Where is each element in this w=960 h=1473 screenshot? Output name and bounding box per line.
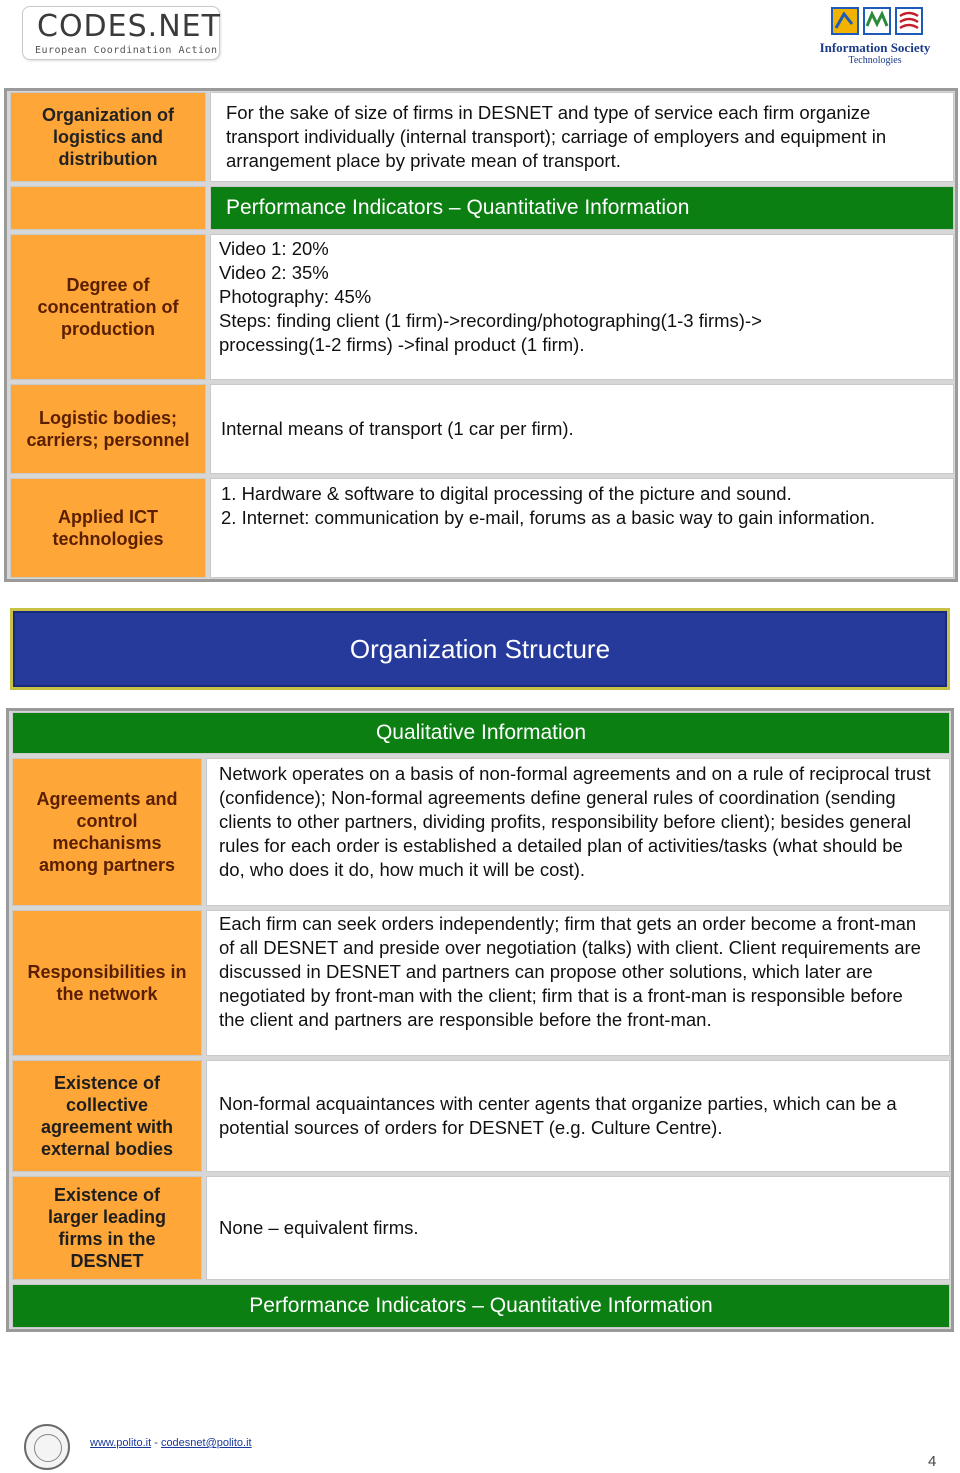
codesnet-logo	[22, 6, 220, 60]
footer-separator: -	[154, 1437, 158, 1449]
ist-logo-line1: Information Society	[819, 40, 931, 55]
row-content-logistics-distribution: For the sake of size of firms in DESNET and type of service each firm organize transport individually (internal transport); carriage of employers and equipment in arrangement place by private mean of transport.	[210, 92, 954, 182]
content-line: Steps: finding client (1 firm)->recording/photographing(1-3 firms)-> processing(1-2 firms) ->final product (1 firm).	[219, 310, 762, 355]
row-label-collective-agreement: Existence of collective agreement with external bodies	[12, 1060, 202, 1172]
email-link[interactable]: codesnet@polito.it	[160, 1437, 252, 1449]
row-content-responsibilities: Each firm can seek orders independently; firm that gets an order become a front-man of all DESNET and preside over negotiation (talks) with client. Client requirements are discussed in DESNET and partners can propose other solutions, which later are negotiated by front-man with the client; firm that is a front-man is responsible before the client and partners are responsible before the front-man.	[206, 910, 950, 1056]
ist-logo-icon	[830, 4, 924, 36]
content-line: Photography: 45%	[219, 286, 372, 307]
row-content-collective-agreement: Non-formal acquaintances with center agents that organize parties, which can be a potential sources of orders for DESNET (e.g. Culture Centre).	[206, 1060, 950, 1172]
row-label-logistic-bodies: Logistic bodies; carriers; personnel	[10, 384, 206, 474]
page-number: 4	[928, 1453, 937, 1470]
logo-brand-text: CODES.NET	[37, 9, 221, 44]
section-header-qualitative: Qualitative Information	[12, 712, 950, 754]
row-label-leading-firms: Existence of larger leading firms in the DESNET	[12, 1176, 202, 1280]
row-content-agreements-control: Network operates on a basis of non-formal agreements and on a rule of reciprocal trust (confidence); Non-formal agreements define general rules of coordination (sending clients to other partners, dividing profits, responsibility before client); besides general rules for each order is established a detailed plan of activities/tasks (what should be do, who does it do, how much it will be cost).	[206, 758, 950, 906]
content-line: Video 1: 20%	[219, 238, 329, 259]
content-line: Video 2: 35%	[219, 262, 329, 283]
row-label-applied-ict: Applied ICT technologies	[10, 478, 206, 578]
ist-logo-line2: Technologies	[848, 55, 902, 66]
content-line: 2. Internet: communication by e-mail, forums as a basic way to gain information.	[221, 507, 875, 528]
row-content-concentration-production	[210, 234, 954, 380]
logo-tagline: European Coordination Action	[35, 45, 218, 56]
university-seal-icon	[24, 1424, 70, 1470]
section-banner-organization-structure: Organization Structure	[10, 608, 950, 690]
row-content-logistic-bodies: Internal means of transport (1 car per firm).	[210, 384, 954, 474]
row-label-logistics-distribution: Organization of logistics and distribution	[10, 92, 206, 182]
row-label-concentration-production: Degree of concentration of production	[10, 234, 206, 380]
row-label-agreements-control: Agreements and control mechanisms among partners	[12, 758, 202, 906]
section-header-performance-indicators-2: Performance Indicators – Quantitative Information	[12, 1284, 950, 1328]
website-link[interactable]: www.polito.it	[90, 1437, 152, 1449]
row-label-responsibilities: Responsibilities in the network	[12, 910, 202, 1056]
orange-filler	[10, 186, 206, 230]
ist-logo	[808, 2, 942, 68]
footer-links	[90, 1437, 252, 1449]
row-content-applied-ict	[210, 478, 954, 578]
section-header-performance-indicators: Performance Indicators – Quantitative Information	[210, 186, 954, 230]
row-content-leading-firms: None – equivalent firms.	[206, 1176, 950, 1280]
content-line: 1. Hardware & software to digital processing of the picture and sound.	[221, 483, 792, 504]
